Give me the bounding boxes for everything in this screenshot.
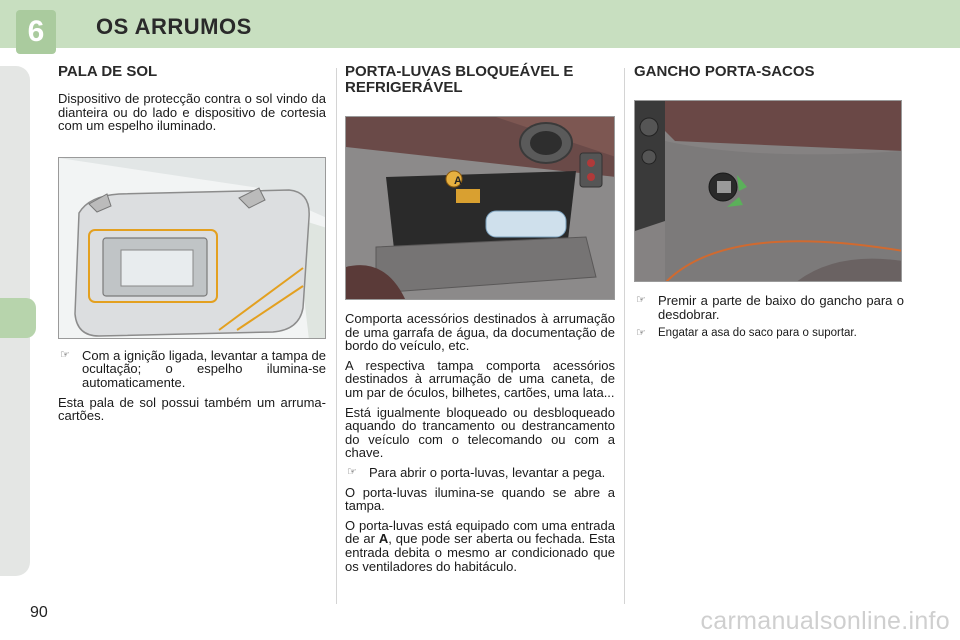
glovebox-paragraph-2: A respectiva tampa comporta acessórios destinados à arrumação de uma caneta, de um par de óculos, bilhetes, cartões, uma lata... bbox=[345, 357, 615, 400]
section-title: PORTA-LUVAS BLOQUEÁVEL E REFRIGERÁVEL bbox=[345, 63, 574, 96]
glovebox-section bbox=[345, 60, 615, 573]
column-divider bbox=[336, 68, 337, 604]
air-inlet-label: A bbox=[454, 175, 462, 187]
glovebox-illustration bbox=[345, 116, 615, 300]
list-item: ☞ Engatar a asa do saco para o suportar. bbox=[636, 327, 857, 340]
chapter-tab[interactable] bbox=[0, 298, 36, 338]
glovebox-paragraph-1: Comporta acessórios destinados à arrumação de uma garrafa de água, da documentação de bordo do veículo, etc. bbox=[345, 311, 615, 354]
sun-visor-section bbox=[58, 60, 326, 423]
hand-pointer-icon: ☞ bbox=[636, 294, 646, 306]
page-title: OS ARRUMOS bbox=[96, 14, 252, 39]
section-title: GANCHO PORTA-SACOS bbox=[634, 63, 815, 80]
watermark: carmanualsonline.info bbox=[700, 607, 950, 635]
hand-pointer-icon: ☞ bbox=[636, 327, 646, 340]
sun-visor-closing: Esta pala de sol possui também um arruma-cartões. bbox=[58, 394, 326, 424]
glovebox-paragraph-4: O porta-luvas ilumina-se quando se abre a tampa. bbox=[345, 484, 615, 514]
sun-visor-illustration bbox=[58, 157, 326, 339]
glovebox-paragraph-3: Está igualmente bloqueado ou desbloqueado aquando do trancamento ou destrancamento do veículo com o telecomando ou com a chave. bbox=[345, 404, 615, 461]
list-item: ☞ Premir a parte de baixo do gancho para o desdobrar. bbox=[636, 293, 904, 322]
list-item: ☞ Para abrir o porta-luvas, levantar a pega. bbox=[347, 464, 606, 480]
glovebox-bullets bbox=[345, 466, 615, 480]
glovebox-paragraph-5: O porta-luvas está equipado com uma entrada de ar A, que pode ser aberta ou fechada. Esta entrada debita o mesmo ar condicionado que os ventiladores do habitáculo. bbox=[345, 517, 615, 574]
chapter-number-badge: 6 bbox=[16, 10, 56, 54]
bag-hook-section bbox=[634, 60, 904, 341]
hand-pointer-icon: ☞ bbox=[60, 348, 70, 361]
hand-pointer-icon: ☞ bbox=[347, 465, 357, 478]
list-item: ☞ Com a ignição ligada, levantar a tampa de ocultação; o espelho ilumina-se automaticamente. bbox=[60, 347, 326, 390]
sun-visor-bullets bbox=[58, 349, 326, 390]
bag-hook-bullets bbox=[634, 294, 904, 341]
bag-hook-illustration bbox=[634, 100, 902, 282]
sun-visor-intro: Dispositivo de protecção contra o sol vindo da dianteira ou do lado e dispositivo de cortesia com um espelho iluminado. bbox=[58, 91, 326, 134]
column-divider bbox=[624, 68, 625, 604]
page-number: 90 bbox=[30, 604, 48, 621]
section-title: PALA DE SOL bbox=[58, 63, 158, 80]
